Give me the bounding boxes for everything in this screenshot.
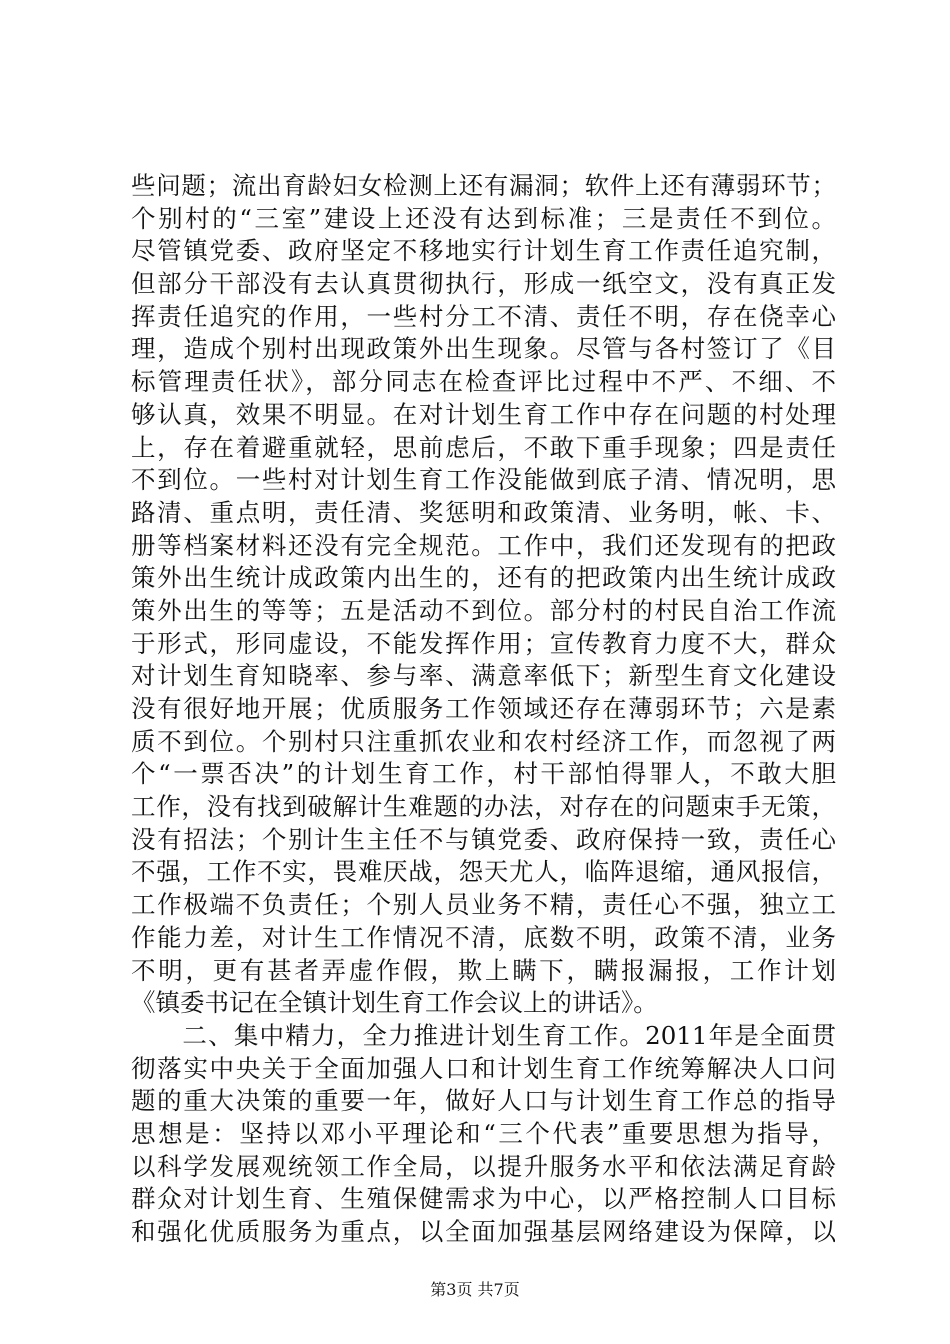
text-line: 以科学发展观统领工作全局，以提升服务水平和依法满足育龄 (131, 1151, 836, 1181)
text-line: 些问题；流出育龄妇女检测上还有漏洞；软件上还有薄弱环节； (131, 171, 836, 200)
text-line: 个别村的“三室”建设上还没有达到标准；三是责任不到位。 (131, 203, 836, 233)
text-line: 作能力差，对计生工作情况不清，底数不明，政策不清，业务 (131, 922, 836, 952)
text-line: 上，存在着避重就轻，思前虑后，不敢下重手现象；四是责任 (131, 432, 836, 462)
text-line: 没有很好地开展；优质服务工作领域还存在薄弱环节；六是素 (131, 694, 836, 723)
page-footer: 第3页 共7页 (430, 1280, 520, 1299)
text-line: 工作，没有找到破解计生难题的办法，对存在的问题束手无策， (131, 792, 836, 822)
text-line: 于形式，形同虚设，不能发挥作用；宣传教育力度不大，群众 (131, 628, 836, 658)
text-line: 挥责任追究的作用，一些村分工不清、责任不明，存在侥幸心 (131, 301, 836, 331)
text-line: 和强化优质服务为重点，以全面加强基层网络建设为保障，以 (131, 1217, 836, 1246)
text-line: 够认真，效果不明显。在对计划生育工作中存在问题的村处理 (131, 399, 836, 429)
text-line: 不强，工作不实，畏难厌战，怨天尤人，临阵退缩，通风报信， (131, 857, 836, 887)
text-line: 路清、重点明，责任清、奖惩明和政策清、业务明，帐、卡、 (131, 497, 836, 527)
body-text (131, 170, 836, 1249)
text-line: 彻落实中央关于全面加强人口和计划生育工作统筹解决人口问 (131, 1053, 836, 1083)
text-line: 标管理责任状》，部分同志在检查评比过程中不严、不细、不 (131, 367, 836, 397)
text-line: 不明，更有甚者弄虚作假，欺上瞒下，瞒报漏报，工作计划 (131, 955, 836, 985)
text-line: 不到位。一些村对计划生育工作没能做到底子清、情况明，思 (131, 465, 836, 495)
text-line: 理，造成个别村出现政策外出生现象。尽管与各村签订了《目 (131, 334, 836, 364)
text-line: 个“一票否决”的计划生育工作，村干部怕得罪人，不敢大胆 (131, 759, 836, 789)
text-line: 策外出生统计成政策内出生的，还有的把政策内出生统计成政 (131, 563, 836, 593)
text-line: 思想是：坚持以邓小平理论和“三个代表”重要思想为指导， (131, 1118, 836, 1148)
text-line: 群众对计划生育、生殖保健需求为中心，以严格控制人口目标 (131, 1184, 836, 1214)
text-line: 没有招法；个别计生主任不与镇党委、政府保持一致，责任心 (131, 824, 836, 854)
text-line: 策外出生的等等；五是活动不到位。部分村的村民自治工作流 (131, 595, 836, 625)
text-line: 册等档案材料还没有完全规范。工作中，我们还发现有的把政 (131, 530, 836, 560)
text-line: 工作极端不负责任；个别人员业务不精，责任心不强，独立工 (131, 890, 836, 920)
text-line: 对计划生育知晓率、参与率、满意率低下；新型生育文化建设 (131, 661, 836, 691)
text-line: 二、集中精力，全力推进计划生育工作。2011年是全面贯 (131, 1020, 836, 1050)
text-line: 《镇委书记在全镇计划生育工作会议上的讲话》。 (131, 988, 658, 1018)
text-line: 质不到位。个别村只注重抓农业和农村经济工作，而忽视了两 (131, 726, 836, 756)
text-line: 题的重大决策的重要一年，做好人口与计划生育工作总的指导 (131, 1086, 836, 1116)
text-line: 但部分干部没有去认真贯彻执行，形成一纸空文，没有真正发 (131, 269, 836, 299)
text-line: 尽管镇党委、政府坚定不移地实行计划生育工作责任追究制， (131, 236, 836, 266)
